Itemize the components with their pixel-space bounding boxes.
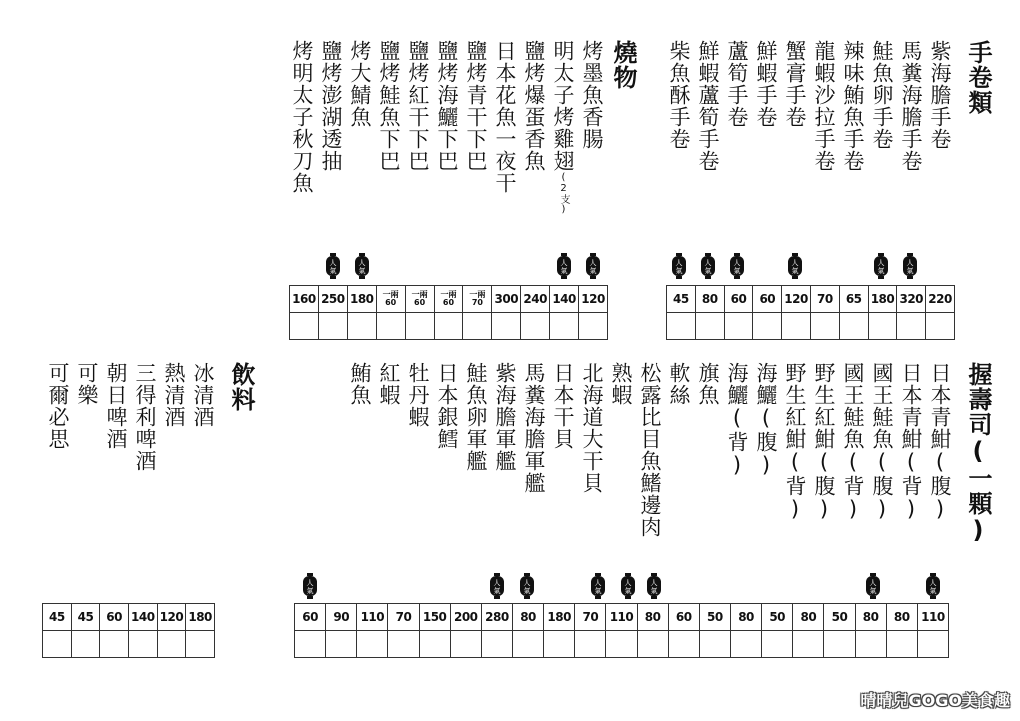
popular-badge-icon xyxy=(902,253,918,279)
blank-cell xyxy=(434,313,463,340)
price-cell: 180 xyxy=(868,286,897,313)
grilled-item: 烤明太子秋刀魚 xyxy=(290,40,314,194)
nigiri-item: 海鱺(背) xyxy=(725,362,749,478)
svg-text:氣: 氣 xyxy=(675,267,683,275)
price-cell: 50 xyxy=(699,604,730,631)
price-cell: 300 xyxy=(492,286,521,313)
blank-cell xyxy=(290,313,319,340)
popular-badge-icon xyxy=(925,573,941,599)
svg-text:氣: 氣 xyxy=(877,267,885,275)
drinks-price-table xyxy=(42,603,215,658)
price-cell: 140 xyxy=(128,604,157,631)
price-unit-value: 70 xyxy=(471,298,483,307)
drink-item: 朝日啤酒 xyxy=(104,362,128,450)
price-cell: 220 xyxy=(926,286,955,313)
blank-cell xyxy=(810,313,839,340)
blank-cell xyxy=(186,631,215,658)
blank-cell xyxy=(419,631,450,658)
svg-text:氣: 氣 xyxy=(733,267,741,275)
price-cell: 45 xyxy=(667,286,696,313)
hand-roll-item: 紫海膽手卷 xyxy=(928,40,952,150)
hand-rolls-title: 手卷類 xyxy=(964,40,992,115)
price-cell: 80 xyxy=(695,286,724,313)
grilled-item: 鹽烤鮭魚下巴 xyxy=(377,40,401,172)
svg-text:氣: 氣 xyxy=(594,587,602,595)
svg-text:人: 人 xyxy=(929,579,937,587)
price-cell: 45 xyxy=(43,604,72,631)
svg-text:人: 人 xyxy=(523,579,531,587)
blank-cell xyxy=(128,631,157,658)
blank-cell xyxy=(762,631,793,658)
price-unit-label: 一兩 xyxy=(469,289,486,299)
price-cell: 280 xyxy=(481,604,512,631)
drink-item: 可爾必思 xyxy=(46,362,70,450)
price-cell xyxy=(434,286,463,313)
nigiri-item: 松露比目魚鰭邊肉 xyxy=(638,362,662,538)
blank-cell xyxy=(71,631,100,658)
popular-badge-icon xyxy=(302,573,318,599)
nigiri-item: 紅蝦 xyxy=(377,362,401,406)
svg-text:氣: 氣 xyxy=(624,587,632,595)
price-cell: 70 xyxy=(388,604,419,631)
price-cell: 110 xyxy=(917,604,948,631)
nigiri-item: 國王鮭魚(腹) xyxy=(870,362,894,522)
svg-text:人: 人 xyxy=(560,259,568,267)
blank-cell xyxy=(492,313,521,340)
blank-cell xyxy=(347,313,376,340)
svg-text:人: 人 xyxy=(493,579,501,587)
svg-text:人: 人 xyxy=(306,579,314,587)
blank-cell xyxy=(550,313,579,340)
svg-text:氣: 氣 xyxy=(929,587,937,595)
price-cell: 120 xyxy=(782,286,811,313)
blank-cell xyxy=(100,631,129,658)
blank-cell xyxy=(579,313,608,340)
svg-text:氣: 氣 xyxy=(704,267,712,275)
price-cell xyxy=(463,286,492,313)
svg-text:人: 人 xyxy=(877,259,885,267)
blank-cell xyxy=(481,631,512,658)
grilled-price-table xyxy=(289,285,608,340)
nigiri-item: 國王鮭魚(背) xyxy=(841,362,865,522)
price-unit-label: 一兩 xyxy=(382,289,399,299)
drink-item: 冰清酒 xyxy=(191,362,215,428)
grilled-item: 日本花魚一夜干 xyxy=(493,40,517,194)
svg-text:氣: 氣 xyxy=(869,587,877,595)
price-cell xyxy=(405,286,434,313)
svg-text:氣: 氣 xyxy=(306,587,314,595)
price-cell xyxy=(376,286,405,313)
hand-rolls-price-table xyxy=(666,285,955,340)
svg-text:氣: 氣 xyxy=(523,587,531,595)
drink-item: 三得利啤酒 xyxy=(133,362,157,472)
grilled-title: 燒物 xyxy=(609,40,637,90)
price-cell: 50 xyxy=(824,604,855,631)
price-cell: 320 xyxy=(897,286,926,313)
popular-badge-icon xyxy=(865,573,881,599)
price-cell: 140 xyxy=(550,286,579,313)
price-cell: 250 xyxy=(318,286,347,313)
popular-badge-icon xyxy=(787,253,803,279)
svg-text:氣: 氣 xyxy=(358,267,366,275)
price-unit-value: 60 xyxy=(414,298,426,307)
blank-cell xyxy=(157,631,186,658)
price-unit-value: 60 xyxy=(385,298,397,307)
svg-text:人: 人 xyxy=(906,259,914,267)
blank-cell xyxy=(839,313,868,340)
blank-cell xyxy=(824,631,855,658)
nigiri-item: 海鱺(腹) xyxy=(754,362,778,478)
svg-text:氣: 氣 xyxy=(493,587,501,595)
drink-item: 熱清酒 xyxy=(162,362,186,428)
price-cell: 60 xyxy=(724,286,753,313)
blank-cell xyxy=(318,313,347,340)
blank-cell xyxy=(544,631,575,658)
price-cell: 240 xyxy=(521,286,550,313)
drink-item: 可樂 xyxy=(75,362,99,406)
svg-text:氣: 氣 xyxy=(650,587,658,595)
hand-roll-item: 龍蝦沙拉手卷 xyxy=(812,40,836,172)
svg-text:人: 人 xyxy=(650,579,658,587)
hand-roll-item: 辣味鮪魚手卷 xyxy=(841,40,865,172)
nigiri-item: 日本青魽(背) xyxy=(899,362,923,522)
svg-text:氣: 氣 xyxy=(589,267,597,275)
blank-cell xyxy=(326,631,357,658)
grilled-item: 鹽烤爆蛋香魚 xyxy=(522,40,546,172)
popular-badge-icon xyxy=(700,253,716,279)
hand-roll-item: 柴魚酥手卷 xyxy=(667,40,691,150)
hand-roll-item: 馬糞海膽手卷 xyxy=(899,40,923,172)
blank-cell xyxy=(667,313,696,340)
blank-cell xyxy=(405,313,434,340)
nigiri-price-table xyxy=(294,603,949,658)
blank-cell xyxy=(793,631,824,658)
nigiri-item: 紫海膽軍艦 xyxy=(493,362,517,472)
blank-cell xyxy=(753,313,782,340)
svg-text:人: 人 xyxy=(589,259,597,267)
price-unit-label: 一兩 xyxy=(440,289,457,299)
blank-cell xyxy=(575,631,606,658)
price-cell: 80 xyxy=(855,604,886,631)
grilled-item-name: 明太子烤雞翅 xyxy=(551,40,575,172)
hand-roll-item: 蘆筍手卷 xyxy=(725,40,749,128)
nigiri-item: 鮪魚 xyxy=(348,362,372,406)
price-cell: 80 xyxy=(512,604,543,631)
price-unit-label: 一兩 xyxy=(411,289,428,299)
grilled-item: 烤大鯖魚 xyxy=(348,40,372,128)
grilled-item: 鹽烤海鱺下巴 xyxy=(435,40,459,172)
price-cell: 80 xyxy=(886,604,917,631)
hand-roll-item: 鮮蝦蘆筍手卷 xyxy=(696,40,720,172)
svg-text:人: 人 xyxy=(704,259,712,267)
price-unit-value: 60 xyxy=(442,298,455,307)
grilled-item xyxy=(552,40,573,215)
blank-cell xyxy=(699,631,730,658)
svg-text:人: 人 xyxy=(624,579,632,587)
popular-badge-icon xyxy=(873,253,889,279)
price-cell: 150 xyxy=(419,604,450,631)
svg-text:人: 人 xyxy=(733,259,741,267)
svg-text:人: 人 xyxy=(675,259,683,267)
nigiri-item: 旗魚 xyxy=(696,362,720,406)
grilled-item: 烤墨魚香腸 xyxy=(580,40,604,150)
price-cell: 60 xyxy=(100,604,129,631)
watermark: 晴晴兒GOGO美食趣 xyxy=(860,691,1010,710)
svg-text:氣: 氣 xyxy=(560,267,568,275)
popular-badge-icon xyxy=(729,253,745,279)
popular-badge-icon xyxy=(325,253,341,279)
grilled-item: 鹽烤紅干下巴 xyxy=(406,40,430,172)
nigiri-item: 野生紅魽(背) xyxy=(783,362,807,522)
svg-text:氣: 氣 xyxy=(906,267,914,275)
popular-badge-icon xyxy=(556,253,572,279)
blank-cell xyxy=(450,631,481,658)
grilled-item: 鹽烤澎湖透抽 xyxy=(319,40,343,172)
price-cell: 200 xyxy=(450,604,481,631)
nigiri-item: 日本青魽(腹) xyxy=(928,362,952,522)
nigiri-item: 熟蝦 xyxy=(609,362,633,406)
blank-cell xyxy=(868,313,897,340)
price-cell: 110 xyxy=(357,604,388,631)
grilled-item-note: (2支) xyxy=(558,172,569,215)
price-cell: 80 xyxy=(637,604,668,631)
nigiri-item: 日本干貝 xyxy=(551,362,575,450)
blank-cell xyxy=(695,313,724,340)
nigiri-item: 鮭魚卵軍艦 xyxy=(464,362,488,472)
svg-text:人: 人 xyxy=(594,579,602,587)
nigiri-item: 日本銀鱈 xyxy=(435,362,459,450)
drinks-title: 飲料 xyxy=(227,362,255,412)
price-cell: 120 xyxy=(579,286,608,313)
grilled-item: 鹽烤青干下巴 xyxy=(464,40,488,172)
hand-roll-item: 蟹膏手卷 xyxy=(783,40,807,128)
nigiri-item: 野生紅魽(腹) xyxy=(812,362,836,522)
svg-text:氣: 氣 xyxy=(791,267,799,275)
blank-cell xyxy=(376,313,405,340)
nigiri-title: 握壽司(一顆) xyxy=(964,362,992,545)
price-cell: 80 xyxy=(793,604,824,631)
popular-badge-icon xyxy=(620,573,636,599)
blank-cell xyxy=(897,313,926,340)
popular-badge-icon xyxy=(354,253,370,279)
price-cell: 120 xyxy=(157,604,186,631)
hand-roll-item: 鮭魚卵手卷 xyxy=(870,40,894,150)
blank-cell xyxy=(637,631,668,658)
blank-cell xyxy=(521,313,550,340)
blank-cell xyxy=(668,631,699,658)
price-cell: 50 xyxy=(762,604,793,631)
popular-badge-icon xyxy=(646,573,662,599)
price-cell: 90 xyxy=(326,604,357,631)
blank-cell xyxy=(855,631,886,658)
blank-cell xyxy=(926,313,955,340)
blank-cell xyxy=(388,631,419,658)
svg-text:人: 人 xyxy=(329,259,337,267)
price-cell: 160 xyxy=(290,286,319,313)
svg-text:人: 人 xyxy=(869,579,877,587)
blank-cell xyxy=(295,631,326,658)
blank-cell xyxy=(886,631,917,658)
price-cell: 180 xyxy=(186,604,215,631)
popular-badge-icon xyxy=(585,253,601,279)
hand-roll-item: 鮮蝦手卷 xyxy=(754,40,778,128)
popular-badge-icon xyxy=(671,253,687,279)
blank-cell xyxy=(606,631,637,658)
price-cell: 80 xyxy=(730,604,761,631)
price-cell: 180 xyxy=(544,604,575,631)
svg-text:人: 人 xyxy=(358,259,366,267)
popular-badge-icon xyxy=(489,573,505,599)
nigiri-item: 北海道大干貝 xyxy=(580,362,604,494)
blank-cell xyxy=(357,631,388,658)
blank-cell xyxy=(730,631,761,658)
nigiri-item: 馬糞海膽軍艦 xyxy=(522,362,546,494)
blank-cell xyxy=(512,631,543,658)
price-cell: 60 xyxy=(753,286,782,313)
price-cell: 45 xyxy=(71,604,100,631)
blank-cell xyxy=(724,313,753,340)
price-cell: 110 xyxy=(606,604,637,631)
blank-cell xyxy=(463,313,492,340)
popular-badge-icon xyxy=(519,573,535,599)
price-cell: 180 xyxy=(347,286,376,313)
blank-cell xyxy=(43,631,72,658)
price-cell: 60 xyxy=(295,604,326,631)
svg-text:氣: 氣 xyxy=(329,267,337,275)
nigiri-item: 牡丹蝦 xyxy=(406,362,430,428)
price-cell: 70 xyxy=(575,604,606,631)
nigiri-item: 軟絲 xyxy=(667,362,691,406)
blank-cell xyxy=(917,631,948,658)
price-cell: 60 xyxy=(668,604,699,631)
price-cell: 65 xyxy=(839,286,868,313)
popular-badge-icon xyxy=(590,573,606,599)
svg-text:人: 人 xyxy=(791,259,799,267)
price-cell: 70 xyxy=(810,286,839,313)
blank-cell xyxy=(782,313,811,340)
